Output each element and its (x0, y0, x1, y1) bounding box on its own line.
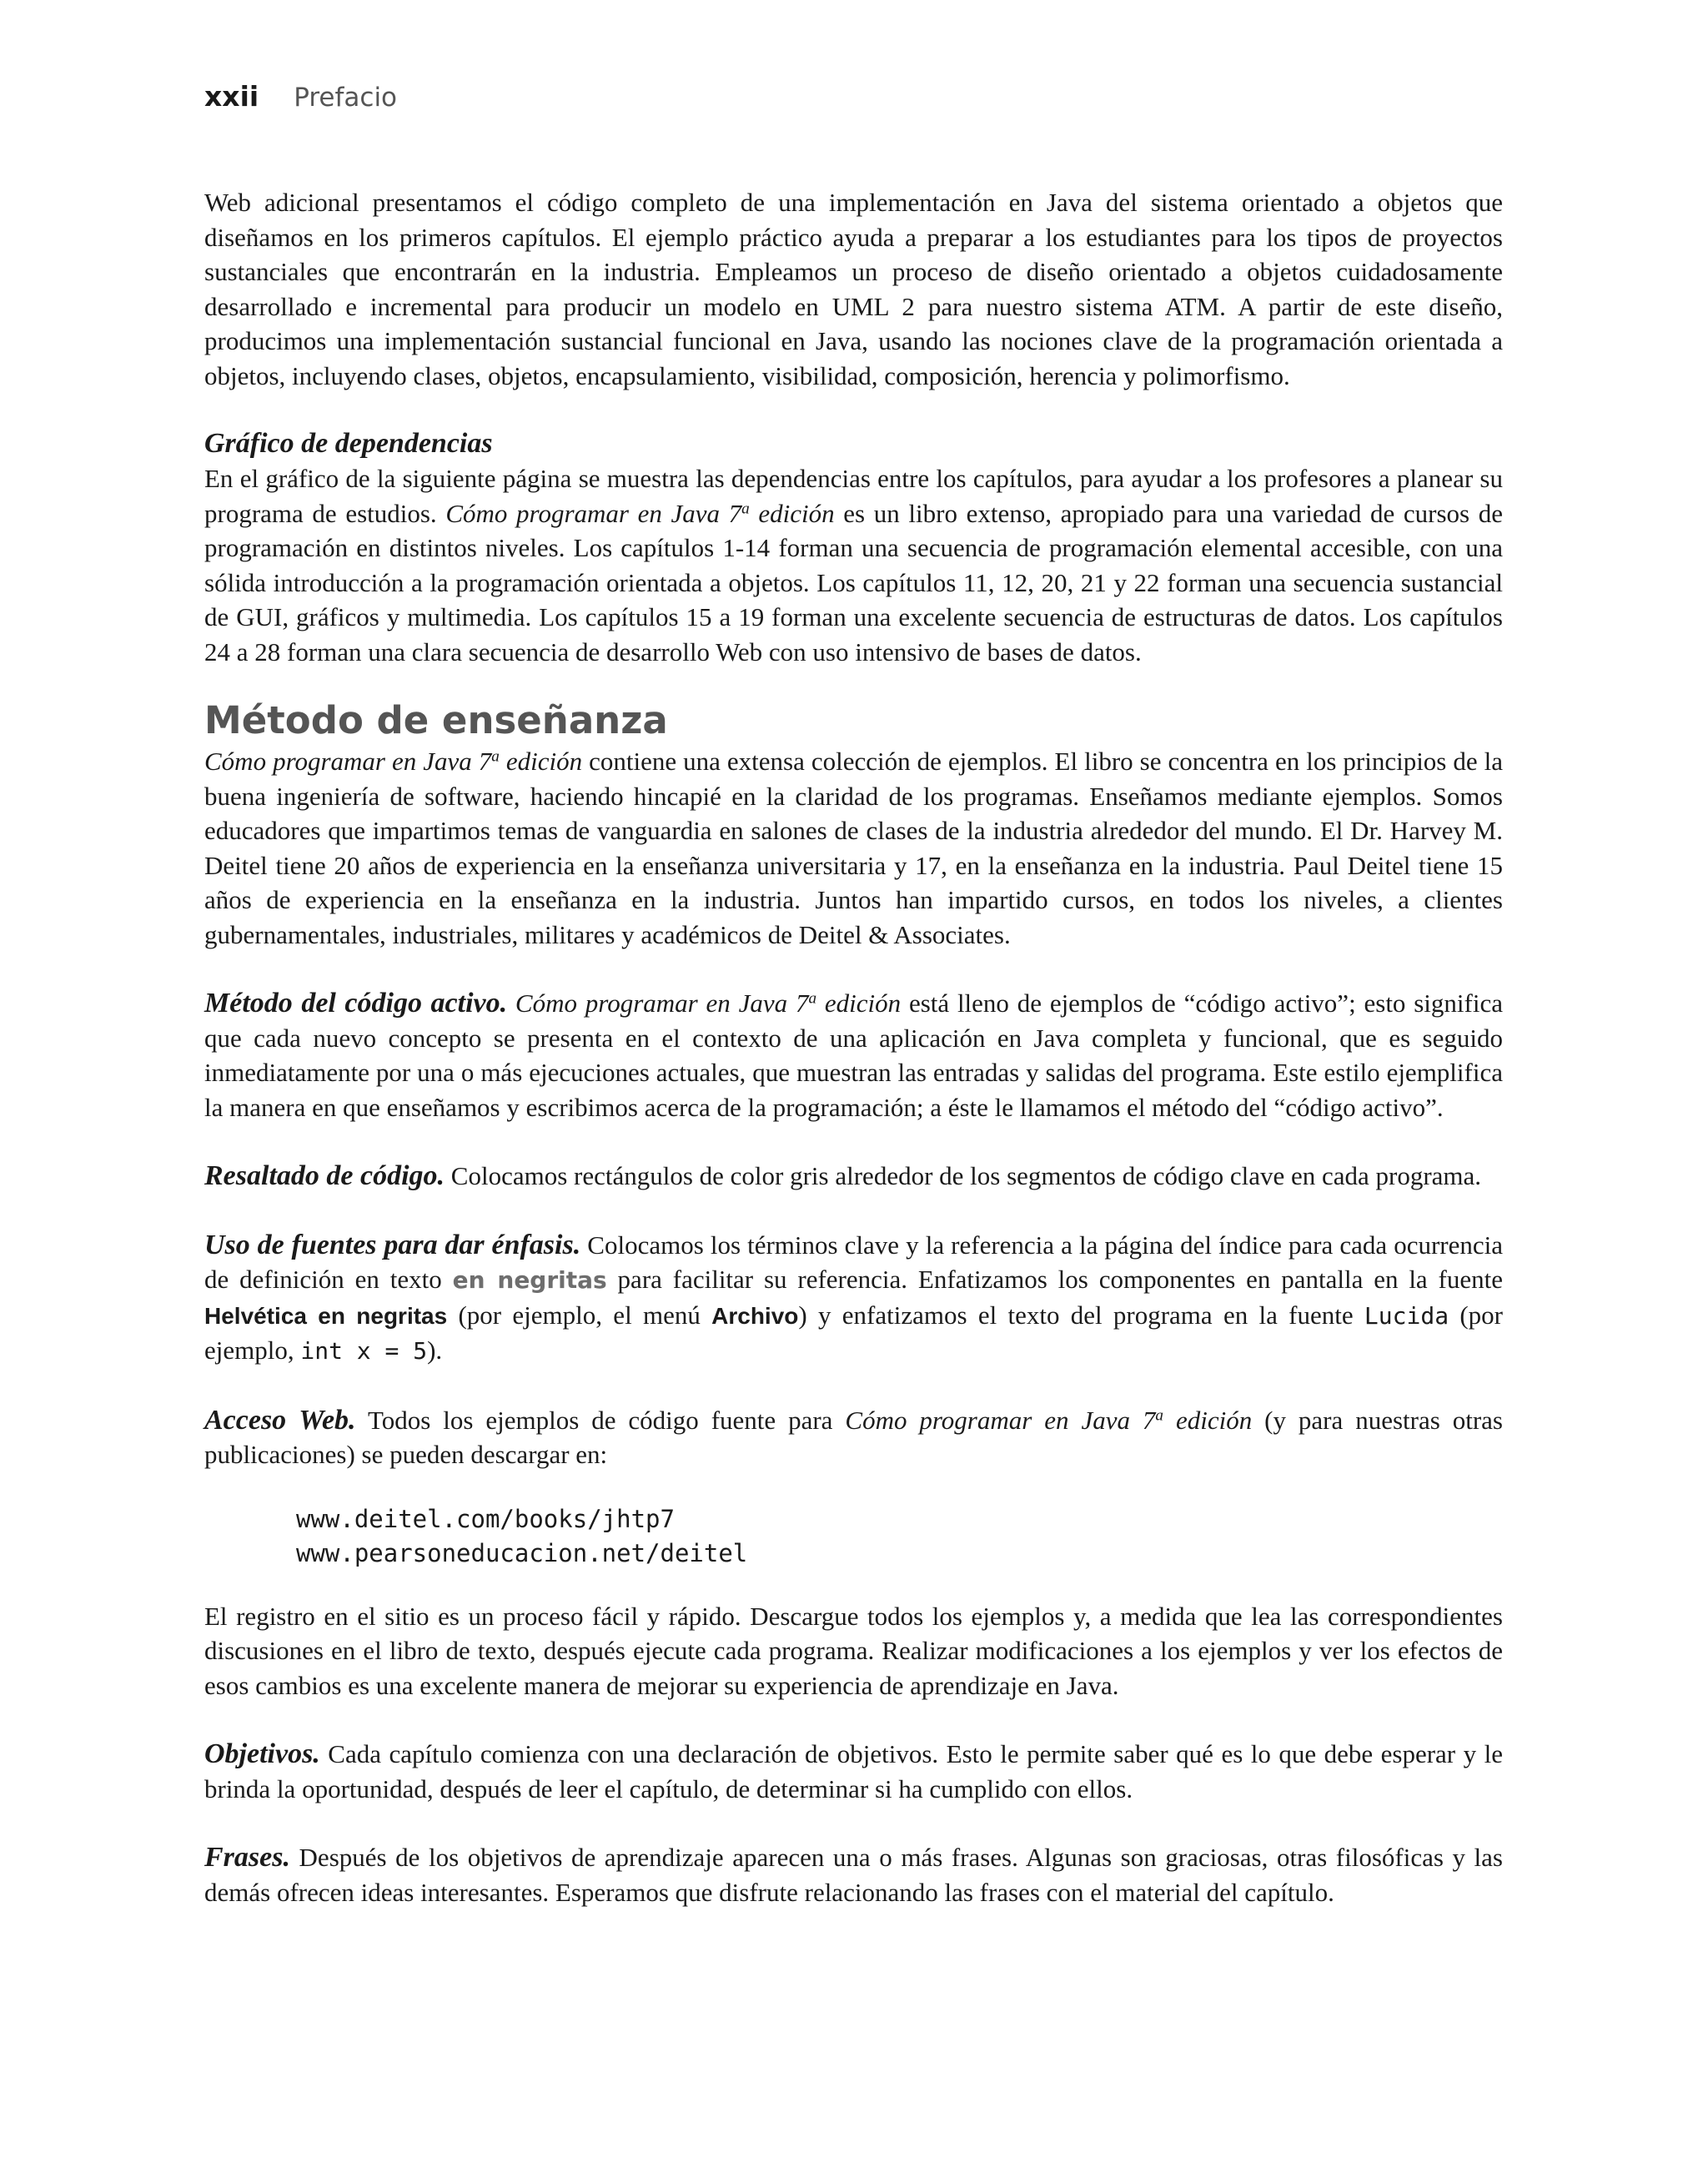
section-title-metodo: Método de enseñanza (204, 698, 668, 742)
resaltado-paragraph: Resaltado de código. Colocamos rectángulos de color gris alrededor de los segmentos de código clave en cada programa. (204, 1160, 1482, 1191)
intro-paragraph: Web adicional presentamos el código completo de una implementación en Java del sistema orientado a objetos que diseñamos en los primeros capítulos. El ejemplo práctico ayuda a preparar a los estudiantes para los tipos de proyectos sustanciales que encontrarán en la industria. Empleamos un proceso de diseño orientado a objetos cuidadosamente desarrollado e incremental para producir un modelo en UML 2 para nuestro sistema ATM. A partir de este diseño, producimos una implementación sustancial funcional en Java, usando las nociones clave de la programación orientada a objetos, incluyendo clases, objetos, encapsulamiento, visibilidad, composición, herencia y polimorfismo. (204, 188, 1503, 390)
acceso-web-paragraph: Acceso Web. Todos los ejemplos de código fuente para Cómo programar en Java 7$^a$ edición (y para nuestras otras publicaciones) se pueden descargar en: (204, 1404, 1503, 1469)
lucida-sample: Lucida (1364, 1301, 1449, 1330)
runin-heading: Frases. (204, 1842, 290, 1873)
page-number: xxii (204, 80, 259, 113)
objetivos-paragraph: Objetivos. Cada capítulo comienza con una declaración de objetivos. Esto le permite saber qué es lo que debe esperar y le brinda la oportunidad, después de leer el capítulo, de determinar si ha cumplido con ellos. (204, 1738, 1503, 1803)
url-pearson[interactable]: www.pearsoneducacion.net/deitel (296, 1538, 748, 1567)
runin-heading: Uso de fuentes para dar énfasis. (204, 1229, 581, 1260)
running-title: Prefacio (294, 83, 398, 113)
helvetica-sample: Helvética en negritas (204, 1302, 448, 1329)
dependencias-paragraph: En el gráfico de la siguiente página se muestra las dependencias entre los capítulos, para ayudar a los profesores a planear su programa de estudios. Cómo programar en Java 7$^a$ edición es un libro extenso, apropiado para una variedad de cursos de programación en distintos niveles. Los capítulos 1-14 forman una secuencia de programación elemental accesible, con una sólida introducción a la programación orientada a objetos. Los capítulos 11, 12, 20, 21 y 22 forman una secuencia sustancial de GUI, gráficos y multimedia. Los capítulos 15 a 19 forman una excelente secuencia de estructuras de datos. Los capítulos 24 a 28 forman una clara secuencia de desarrollo Web con uso intensivo de bases de datos. (204, 464, 1503, 666)
fuentes-paragraph: Uso de fuentes para dar énfasis. Colocamos los términos clave y la referencia a la página del índice para cada ocurrencia de definición en texto en negritas para facilitar su referencia. Enfatizamos los componentes en pantalla en la fuente Helvética en negritas (por ejemplo, el menú Archivo) y enfatizamos el texto del programa en la fuente Lucida (por ejemplo, int x = 5). (204, 1229, 1503, 1365)
code-sample: int x = 5 (300, 1337, 428, 1365)
url-list (296, 1502, 1503, 1571)
runin-heading: Objetivos. (204, 1738, 320, 1769)
page-body (204, 185, 1503, 1909)
frases-paragraph: Frases. Después de los objetivos de aprendizaje aparecen una o más frases. Algunas son graciosas, otras filosóficas y las demás ofrecen ideas interesantes. Esperamos que disfrute relacionando las frases con el material del capítulo. (204, 1842, 1503, 1907)
book-title: Cómo programar en Java 7$^a$ edición (507, 988, 902, 1018)
runin-heading: Resaltado de código. (204, 1160, 445, 1191)
book-title: Cómo programar en Java 7$^a$ edición (204, 747, 583, 776)
book-title: Cómo programar en Java 7$^a$ edición (445, 498, 835, 528)
registro-paragraph: El registro en el sitio es un proceso fácil y rápido. Descargue todos los ejemplos y, a medida que lea las correspondientes discusiones en el libro de texto, después ejecute cada programa. Realizar modificaciones a los ejemplos y ver los efectos de esos cambios es una excelente manera de mejorar su experiencia de aprendizaje en Java. (204, 1601, 1503, 1700)
bold-sample: en negritas (452, 1266, 607, 1294)
codigo-activo-paragraph: Método del código activo. Cómo programar en Java 7$^a$ edición está lleno de ejemplos de “código activo”; esto significa que cada nuevo concepto se presenta en el contexto de una aplicación en Java completa y funcional, que es seguido inmediatamente por una o más ejecuciones actuales, que muestran las entradas y salidas del programa. Este estilo ejemplifica la manera en que enseñamos y escribimos acerca de la programación; a éste le llamamos el método del “código activo”. (204, 988, 1503, 1122)
dependencias-heading: Gráfico de dependencias (204, 428, 493, 459)
book-title: Cómo programar en Java 7$^a$ edición (845, 1405, 1253, 1435)
runin-heading: Acceso Web. (204, 1404, 356, 1436)
page-header (204, 80, 397, 122)
runin-heading: Método del código activo. (204, 988, 508, 1019)
menu-sample: Archivo (711, 1302, 799, 1329)
url-deitel[interactable]: www.deitel.com/books/jhtp7 (296, 1504, 675, 1533)
metodo-paragraph: Cómo programar en Java 7$^a$ edición contiene una extensa colección de ejemplos. El libro se concentra en los principios de la buena ingeniería de software, haciendo hincapié en la claridad de los programas. Enseñamos mediante ejemplos. Somos educadores que impartimos temas de vanguardia en salones de clases de la industria alrededor del mundo. El Dr. Harvey M. Deitel tiene 20 años de experiencia en la enseñanza universitaria y 17, en la enseñanza en la industria. Paul Deitel tiene 15 años de experiencia en la enseñanza en la industria. Juntos han impartido cursos, en todos los niveles, a clientes gubernamentales, industriales, militares y académicos de Deitel & Associates. (204, 747, 1503, 949)
